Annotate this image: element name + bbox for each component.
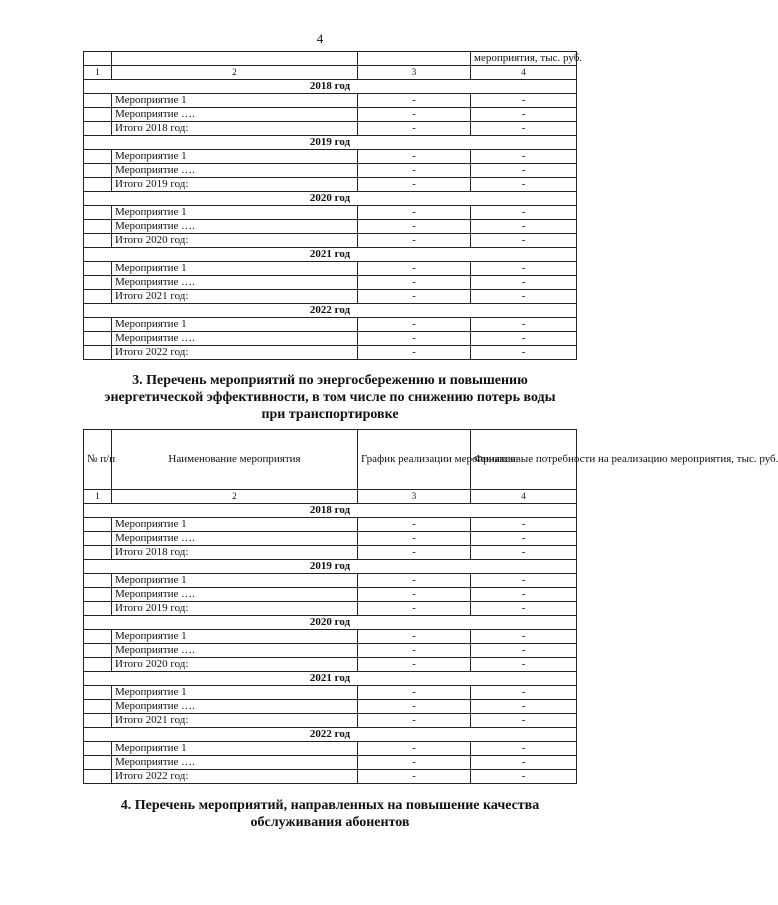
table-row [84, 276, 577, 290]
header-cell-number: № п/п [84, 430, 112, 490]
measure-name: Мероприятие …. [112, 276, 358, 290]
finance-cell: - [471, 206, 577, 220]
schedule-cell: - [358, 644, 471, 658]
measure-name: Мероприятие 1 [112, 262, 358, 276]
table-row [84, 94, 577, 108]
year-row [84, 504, 577, 518]
row-number-cell [84, 644, 112, 658]
row-number-cell [84, 150, 112, 164]
section-4-heading [80, 797, 580, 831]
page-number: 4 [316, 31, 324, 46]
header-cell-schedule: График реализации мероприятия [358, 430, 471, 490]
table-row [84, 770, 577, 784]
heading-line: 4. Перечень мероприятий, направленных на повышение качества [120, 798, 540, 813]
row-number-cell [84, 630, 112, 644]
measure-name: Мероприятие …. [112, 588, 358, 602]
schedule-cell: - [358, 532, 471, 546]
column-number: 4 [471, 490, 577, 504]
schedule-cell: - [358, 122, 471, 136]
total-label: Итого 2021 год: [112, 714, 358, 728]
measure-name: Мероприятие 1 [112, 742, 358, 756]
measure-name: Мероприятие …. [112, 220, 358, 234]
schedule-cell: - [358, 318, 471, 332]
schedule-cell: - [358, 588, 471, 602]
column-number-row [84, 490, 577, 504]
measure-name: Мероприятие 1 [112, 318, 358, 332]
finance-cell: - [471, 94, 577, 108]
column-number: 2 [112, 66, 358, 80]
heading-line: 3. Перечень мероприятий по энергосбережению и повышению [132, 373, 528, 388]
table-row [84, 686, 577, 700]
schedule-cell: - [358, 164, 471, 178]
schedule-cell: - [358, 742, 471, 756]
total-label: Итого 2021 год: [112, 290, 358, 304]
table-row [84, 602, 577, 616]
total-label: Итого 2019 год: [112, 602, 358, 616]
row-number-cell [84, 588, 112, 602]
schedule-cell: - [358, 658, 471, 672]
finance-cell: - [471, 756, 577, 770]
row-number-cell [84, 206, 112, 220]
schedule-cell: - [358, 574, 471, 588]
header-cell [112, 52, 358, 66]
header-cell-finance: Финансовые потребности на реализацию мероприятия, тыс. руб. [471, 430, 577, 490]
measure-name: Мероприятие 1 [112, 206, 358, 220]
schedule-cell: - [358, 94, 471, 108]
row-number-cell [84, 164, 112, 178]
finance-cell: - [471, 346, 577, 360]
header-cell [358, 52, 471, 66]
finance-cell: - [471, 332, 577, 346]
measure-name: Мероприятие …. [112, 700, 358, 714]
heading-line: при транспортировке [261, 407, 399, 422]
schedule-cell: - [358, 346, 471, 360]
measure-name: Мероприятие …. [112, 164, 358, 178]
table-row [84, 206, 577, 220]
schedule-cell: - [358, 276, 471, 290]
year-label: 2019 год [84, 136, 577, 150]
row-number-cell [84, 108, 112, 122]
finance-cell: - [471, 178, 577, 192]
year-row [84, 192, 577, 206]
row-number-cell [84, 742, 112, 756]
heading-line: обслуживания абонентов [250, 815, 410, 830]
finance-cell: - [471, 742, 577, 756]
measure-name: Мероприятие …. [112, 532, 358, 546]
header-cell-finance: мероприятия, тыс. руб. [471, 52, 577, 66]
year-label: 2022 год [84, 304, 577, 318]
finance-cell: - [471, 262, 577, 276]
measure-name: Мероприятие 1 [112, 518, 358, 532]
finance-cell: - [471, 658, 577, 672]
finance-cell: - [471, 122, 577, 136]
table-row [84, 234, 577, 248]
table-header-row [84, 52, 577, 66]
table-row [84, 630, 577, 644]
finance-cell: - [471, 686, 577, 700]
year-label: 2020 год [84, 192, 577, 206]
finance-cell: - [471, 770, 577, 784]
finance-cell: - [471, 574, 577, 588]
schedule-cell: - [358, 150, 471, 164]
row-number-cell [84, 220, 112, 234]
finance-cell: - [471, 714, 577, 728]
table-row [84, 518, 577, 532]
heading-line: энергетической эффективности, в том числе по снижению потерь воды [104, 390, 556, 405]
year-label: 2018 год [84, 80, 577, 94]
schedule-cell: - [358, 518, 471, 532]
year-label: 2022 год [84, 728, 577, 742]
column-number: 2 [112, 490, 358, 504]
row-number-cell [84, 94, 112, 108]
table-row [84, 644, 577, 658]
table-row [84, 546, 577, 560]
finance-cell: - [471, 546, 577, 560]
column-number: 1 [84, 66, 112, 80]
total-label: Итого 2018 год: [112, 122, 358, 136]
row-number-cell [84, 700, 112, 714]
table-row [84, 318, 577, 332]
finance-cell: - [471, 150, 577, 164]
year-label: 2018 год [84, 504, 577, 518]
measure-name: Мероприятие …. [112, 108, 358, 122]
finance-cell: - [471, 644, 577, 658]
row-number-cell [84, 332, 112, 346]
row-number-cell [84, 532, 112, 546]
year-label: 2019 год [84, 560, 577, 574]
row-number-cell [84, 574, 112, 588]
measure-name: Мероприятие 1 [112, 574, 358, 588]
year-row [84, 672, 577, 686]
year-label: 2021 год [84, 672, 577, 686]
table-row [84, 108, 577, 122]
energy-saving-measures-table [83, 429, 778, 784]
year-row [84, 80, 577, 94]
column-number: 4 [471, 66, 577, 80]
finance-cell: - [471, 602, 577, 616]
measures-table-continued [83, 51, 583, 360]
total-label: Итого 2022 год: [112, 346, 358, 360]
measure-name: Мероприятие …. [112, 332, 358, 346]
table-row [84, 332, 577, 346]
finance-cell: - [471, 532, 577, 546]
row-number-cell [84, 346, 112, 360]
schedule-cell: - [358, 108, 471, 122]
finance-cell: - [471, 220, 577, 234]
year-label: 2021 год [84, 248, 577, 262]
column-number: 3 [358, 66, 471, 80]
table-row [84, 262, 577, 276]
schedule-cell: - [358, 206, 471, 220]
table-row [84, 220, 577, 234]
schedule-cell: - [358, 290, 471, 304]
table-row [84, 346, 577, 360]
table-row [84, 742, 577, 756]
row-number-cell [84, 770, 112, 784]
row-number-cell [84, 290, 112, 304]
column-number: 1 [84, 490, 112, 504]
header-cell [84, 52, 112, 66]
measure-name: Мероприятие …. [112, 644, 358, 658]
finance-cell: - [471, 234, 577, 248]
finance-cell: - [471, 700, 577, 714]
schedule-cell: - [358, 262, 471, 276]
year-row [84, 616, 577, 630]
schedule-cell: - [358, 546, 471, 560]
finance-cell: - [471, 276, 577, 290]
row-number-cell [84, 178, 112, 192]
column-number: 3 [358, 490, 471, 504]
total-label: Итого 2020 год: [112, 658, 358, 672]
table-header-row [84, 430, 577, 490]
row-number-cell [84, 318, 112, 332]
schedule-cell: - [358, 700, 471, 714]
schedule-cell: - [358, 714, 471, 728]
table-body [84, 80, 577, 360]
section-3-heading [80, 372, 580, 423]
table-row [84, 658, 577, 672]
schedule-cell: - [358, 332, 471, 346]
schedule-cell: - [358, 770, 471, 784]
row-number-cell [84, 714, 112, 728]
row-number-cell [84, 658, 112, 672]
table-row [84, 164, 577, 178]
year-row [84, 560, 577, 574]
table-row [84, 532, 577, 546]
measure-name: Мероприятие 1 [112, 150, 358, 164]
row-number-cell [84, 602, 112, 616]
table-row [84, 574, 577, 588]
row-number-cell [84, 518, 112, 532]
row-number-cell [84, 756, 112, 770]
schedule-cell: - [358, 756, 471, 770]
schedule-cell: - [358, 602, 471, 616]
column-number-row [84, 66, 577, 80]
measure-name: Мероприятие …. [112, 756, 358, 770]
measure-name: Мероприятие 1 [112, 94, 358, 108]
row-number-cell [84, 276, 112, 290]
year-row [84, 248, 577, 262]
finance-cell: - [471, 290, 577, 304]
finance-cell: - [471, 518, 577, 532]
row-number-cell [84, 234, 112, 248]
year-row [84, 136, 577, 150]
measure-name: Мероприятие 1 [112, 686, 358, 700]
schedule-cell: - [358, 630, 471, 644]
row-number-cell [84, 122, 112, 136]
year-label: 2020 год [84, 616, 577, 630]
row-number-cell [84, 546, 112, 560]
total-label: Итого 2018 год: [112, 546, 358, 560]
table-row [84, 150, 577, 164]
finance-cell: - [471, 318, 577, 332]
table-row [84, 290, 577, 304]
schedule-cell: - [358, 234, 471, 248]
year-row [84, 304, 577, 318]
measure-name: Мероприятие 1 [112, 630, 358, 644]
total-label: Итого 2019 год: [112, 178, 358, 192]
table-row [84, 178, 577, 192]
schedule-cell: - [358, 686, 471, 700]
row-number-cell [84, 262, 112, 276]
table-body [84, 504, 577, 784]
schedule-cell: - [358, 178, 471, 192]
table-row [84, 714, 577, 728]
finance-cell: - [471, 164, 577, 178]
finance-cell: - [471, 588, 577, 602]
schedule-cell: - [358, 220, 471, 234]
table-row [84, 756, 577, 770]
header-cell-name: Наименование мероприятия [112, 430, 358, 490]
table-row [84, 588, 577, 602]
year-row [84, 728, 577, 742]
row-number-cell [84, 686, 112, 700]
table-row [84, 700, 577, 714]
finance-cell: - [471, 630, 577, 644]
table-row [84, 122, 577, 136]
total-label: Итого 2020 год: [112, 234, 358, 248]
total-label: Итого 2022 год: [112, 770, 358, 784]
finance-cell: - [471, 108, 577, 122]
